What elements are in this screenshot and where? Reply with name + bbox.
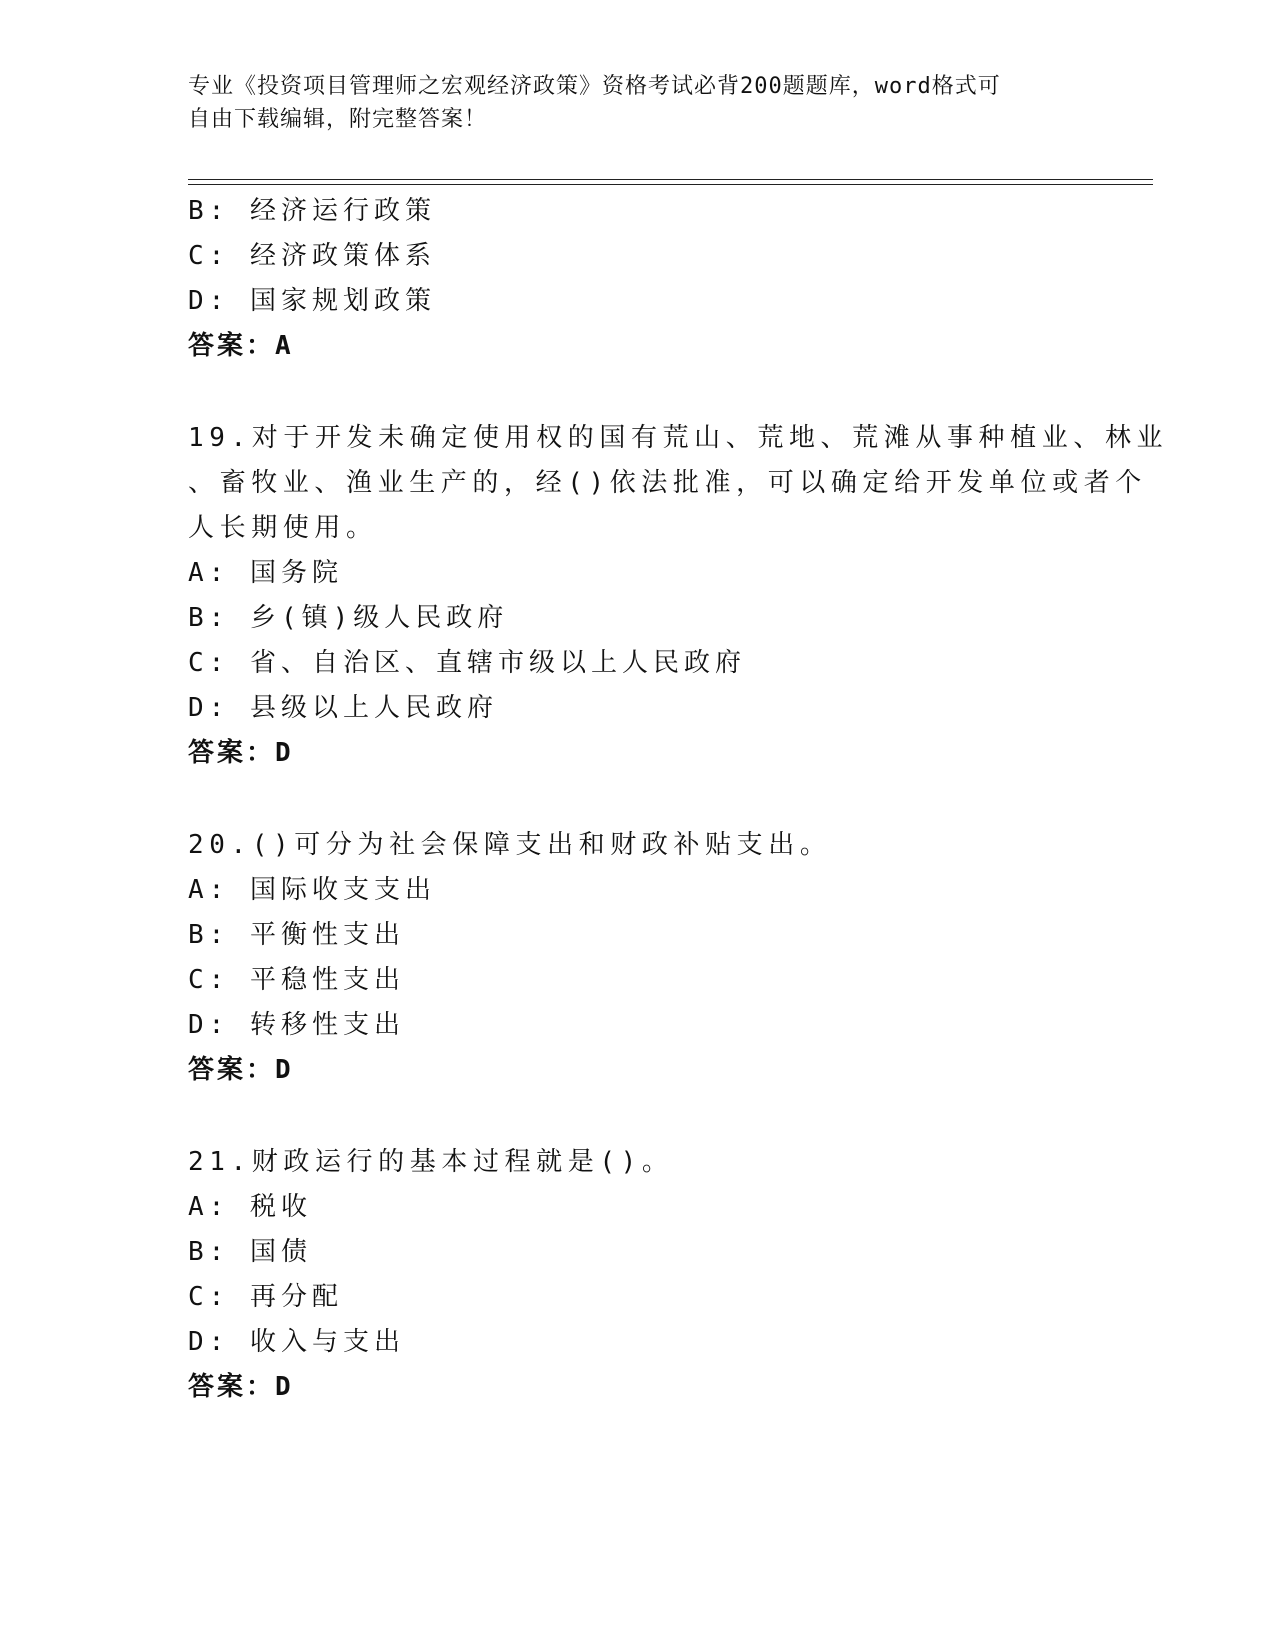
option-b: B: 国债	[188, 1237, 312, 1267]
question-stem-line: 19.对于开发未确定使用权的国有荒山、荒地、荒滩从事种植业、林业	[188, 423, 1169, 453]
option-a: A: 国务院	[188, 558, 343, 588]
header-line-1: 专业《投资项目管理师之宏观经济政策》资格考试必背200题题库，word格式可	[188, 74, 1001, 99]
option-b: B: 乡(镇)级人民政府	[188, 603, 509, 633]
question-content	[188, 189, 1169, 1410]
option-c: C: 经济政策体系	[188, 241, 436, 271]
option-b: B: 经济运行政策	[188, 196, 436, 226]
option-d: D: 县级以上人民政府	[188, 693, 498, 723]
question-stem-line: 20.()可分为社会保障支出和财政补贴支出。	[188, 830, 832, 860]
header-rule-top	[188, 179, 1153, 180]
answer: 答案：D	[188, 1055, 294, 1085]
answer: 答案：A	[188, 331, 294, 361]
option-d: D: 转移性支出	[188, 1010, 405, 1040]
option-c: C: 平稳性支出	[188, 965, 405, 995]
option-d: D: 国家规划政策	[188, 286, 436, 316]
option-a: A: 国际收支支出	[188, 875, 436, 905]
option-b: B: 平衡性支出	[188, 920, 405, 950]
question-21	[188, 1140, 1088, 1410]
option-c: C: 省、自治区、直辖市级以上人民政府	[188, 648, 746, 678]
answer: 答案：D	[188, 738, 294, 768]
answer: 答案：D	[188, 1372, 294, 1402]
question-19	[188, 416, 1169, 776]
page-header	[188, 70, 1068, 136]
question-stem-line: 、畜牧业、渔业生产的，经()依法批准，可以确定给开发单位或者个	[188, 468, 1147, 498]
question-20	[188, 823, 1088, 1093]
option-d: D: 收入与支出	[188, 1327, 405, 1357]
question-stem-line: 21.财政运行的基本过程就是()。	[188, 1147, 674, 1177]
question-stem-line: 人长期使用。	[188, 513, 378, 543]
header-line-2: 自由下载编辑，附完整答案！	[188, 107, 488, 132]
option-a: A: 税收	[188, 1192, 312, 1222]
question-18-tail	[188, 189, 1088, 369]
header-rule-bottom	[188, 184, 1153, 185]
option-c: C: 再分配	[188, 1282, 343, 1312]
